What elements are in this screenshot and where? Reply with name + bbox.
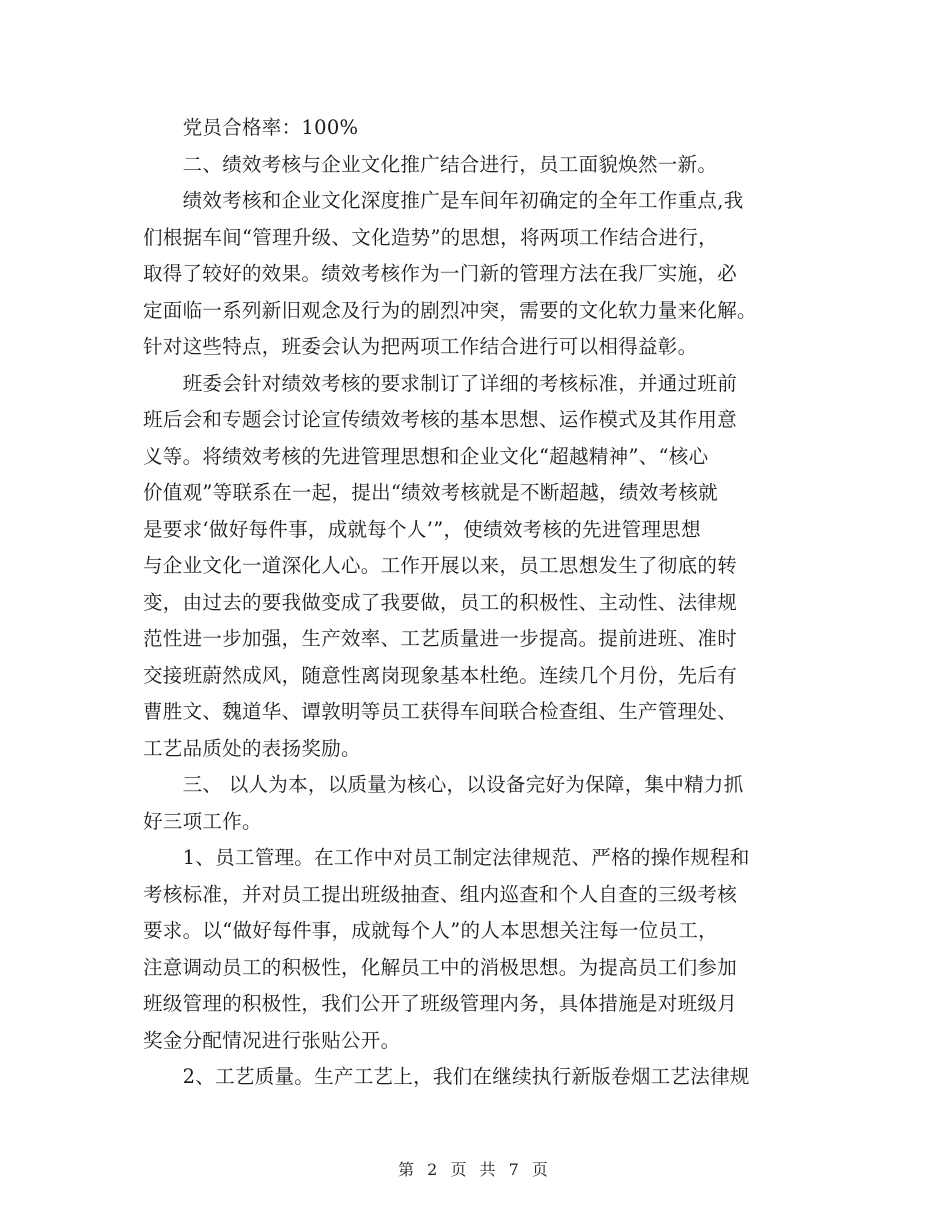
text-line: 班委会针对绩效考核的要求制订了详细的考核标准，并通过班前 [143, 372, 738, 395]
section-heading: 二、绩效考核与企业文化推广结合进行，员工面貌焕然一新。 [143, 153, 718, 176]
text-line: 要求。以“做好每件事，成就每个人”的人本思想关注每一位员工， [143, 919, 718, 942]
text-line: 们根据车间“管理升级、文化造势”的思想，将两项工作结合进行， [143, 226, 718, 249]
section-heading: 三、 以人为本，以质量为核心，以设备完好为保障，集中精力抓 [143, 773, 744, 796]
text-line: 是要求‘做好每件事，成就每个人’”，使绩效考核的先进管理思想 [143, 518, 701, 541]
text-line: 奖金分配情况进行张贴公开。 [143, 1029, 401, 1052]
text-line: 2、工艺质量。生产工艺上，我们在继续执行新版卷烟工艺法律规 [143, 1065, 750, 1088]
text-line: 注意调动员工的积极性，化解员工中的消极思想。为提高员工们参加 [143, 956, 738, 979]
page-number-footer: 第 2 页 共 7 页 [398, 1160, 552, 1179]
text-line: 绩效考核和企业文化深度推广是车间年初确定的全年工作重点,我 [143, 189, 744, 212]
text-line: 1、员工管理。在工作中对员工制定法律规范、严格的操作规程和 [143, 846, 750, 869]
text-line: 针对这些特点，班委会认为把两项工作结合进行可以相得益彰。 [143, 335, 698, 358]
text-line: 党员合格率：100% [143, 116, 359, 139]
text-line: 曹胜文、魏道华、谭敦明等员工获得车间联合检查组、生产管理处、 [143, 700, 738, 723]
text-line: 与企业文化一道深化人心。工作开展以来，员工思想发生了彻底的转 [143, 554, 738, 577]
text-line: 定面临一系列新旧观念及行为的剧烈冲突，需要的文化软力量来化解。 [143, 299, 757, 322]
text-line: 好三项工作。 [143, 810, 262, 833]
text-line: 交接班蔚然成风，随意性离岗现象基本杜绝。连续几个月份，先后有 [143, 664, 738, 687]
text-line: 取得了较好的效果。绩效考核作为一门新的管理方法在我厂实施，必 [143, 262, 738, 285]
text-line: 义等。将绩效考核的先进管理思想和企业文化“超越精神”、“核心 [143, 445, 709, 468]
text-line: 范性进一步加强，生产效率、工艺质量进一步提高。提前进班、准时 [143, 627, 738, 650]
text-line: 考核标准，并对员工提出班级抽查、组内巡查和个人自查的三级考核 [143, 883, 738, 906]
text-line: 班级管理的积极性，我们公开了班级管理内务，具体措施是对班级月 [143, 992, 738, 1015]
text-line: 班后会和专题会讨论宣传绩效考核的基本思想、运作模式及其作用意 [143, 408, 738, 431]
text-line: 工艺品质处的表扬奖励。 [143, 737, 361, 760]
text-line: 价值观”等联系在一起，提出“绩效考核就是不断超越，绩效考核就 [143, 481, 718, 504]
text-line: 变，由过去的要我做变成了我要做，员工的积极性、主动性、法律规 [143, 591, 738, 614]
